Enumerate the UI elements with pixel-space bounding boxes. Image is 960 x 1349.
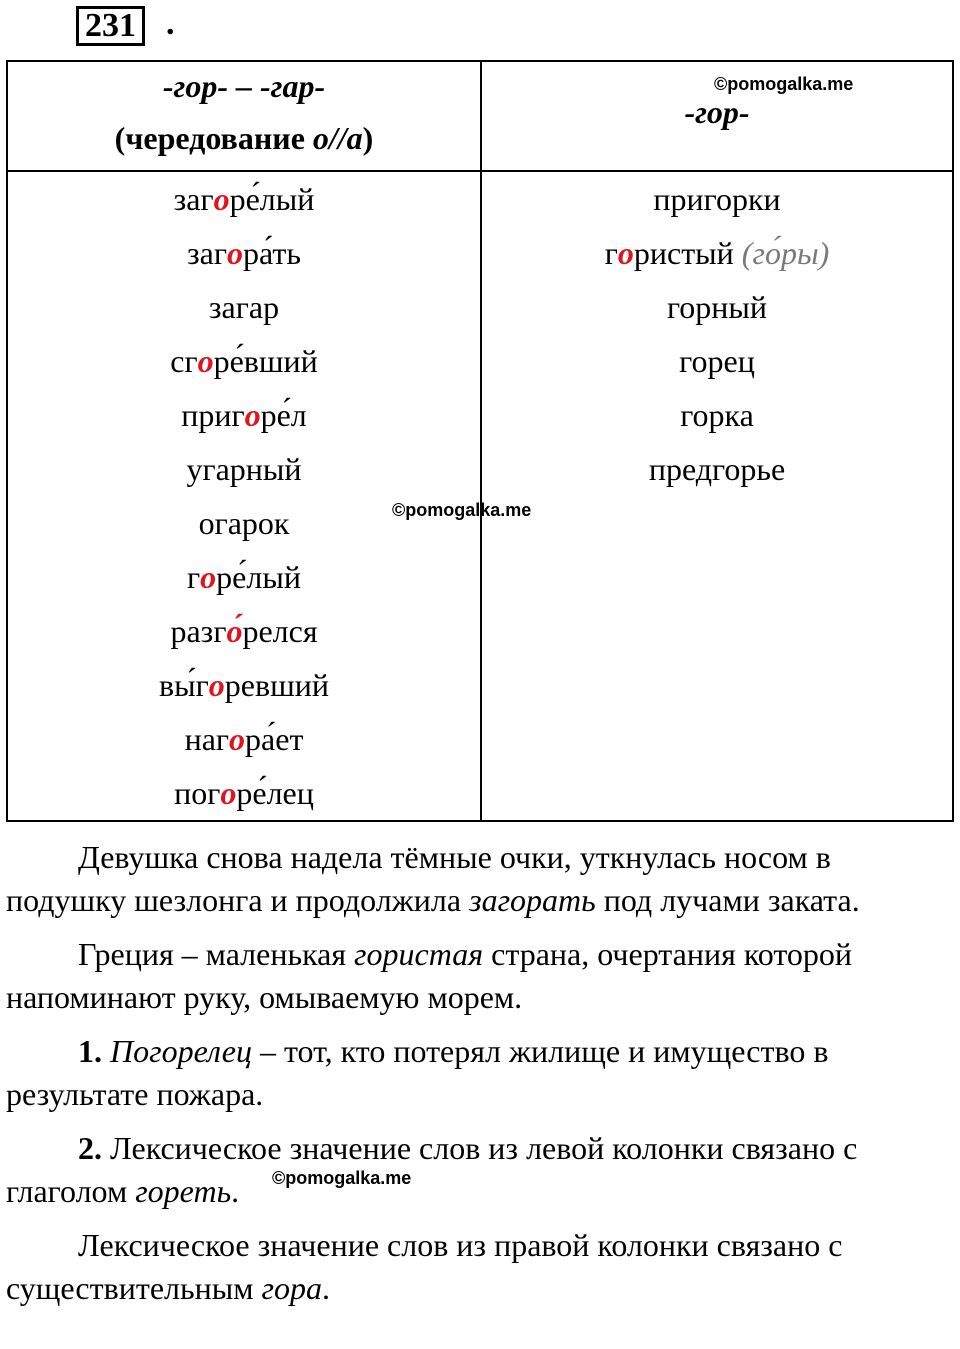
word-item <box>482 334 952 388</box>
left-header-root: -гор- – -гар- <box>162 68 326 104</box>
paragraph-sentence-1 <box>6 836 954 922</box>
word-prefix: горный <box>666 289 768 325</box>
word-item <box>8 658 480 712</box>
root-vowel: о́ <box>226 613 243 649</box>
word-item <box>8 712 480 766</box>
word-prefix: г <box>604 235 618 271</box>
answer-keyword: гора <box>261 1270 322 1306</box>
left-header-text-c: ) <box>362 120 374 156</box>
root-vowel: о <box>197 343 214 379</box>
word-item <box>8 280 480 334</box>
word-suffix: ре́вший <box>213 343 318 379</box>
word-prefix: наг <box>184 721 230 757</box>
watermark: ©pomogalka.me <box>714 74 854 94</box>
word-suffix: ристый <box>633 235 742 271</box>
word-item <box>8 226 480 280</box>
word-item <box>482 388 952 442</box>
root-vowel: о <box>244 397 261 433</box>
root-vowel: о <box>208 667 225 703</box>
answer-text: – тот, кто потерял жилище и имущество в результате пожара. <box>6 1033 829 1112</box>
task-number-dot: . <box>166 5 175 42</box>
watermark: ©pomogalka.me <box>272 1168 412 1188</box>
word-prefix: угарный <box>186 451 302 487</box>
sentence-text: Греция – маленькая <box>78 936 355 972</box>
paragraph-answer-2 <box>6 1127 954 1213</box>
word-suffix: релся <box>242 613 318 649</box>
word-prefix: пог <box>174 775 221 811</box>
word-item <box>482 226 952 280</box>
task-number-box <box>76 6 145 46</box>
sentence-text: под лучами заката. <box>595 882 860 918</box>
left-header-alternation <box>8 120 480 157</box>
word-suffix: ре́лый <box>216 559 301 595</box>
word-prefix: приг <box>181 397 245 433</box>
word-item <box>8 550 480 604</box>
sentence-text: Девушка снова надела тёмные очки, уткнулась носом в подушку шезлонга и продолжила <box>6 839 831 918</box>
word-suffix: ре́лец <box>236 775 314 811</box>
task-number: 231 <box>85 7 136 44</box>
answer-text: . <box>321 1270 330 1306</box>
word-prefix: заг <box>173 181 214 217</box>
word-item <box>482 280 952 334</box>
word-suffix: ре́лый <box>229 181 315 217</box>
answer-text: . <box>231 1173 240 1209</box>
paragraph-answer-3 <box>6 1224 954 1310</box>
word-prefix: пригорки <box>653 181 781 217</box>
root-vowel: о <box>200 559 217 595</box>
word-prefix: предгорье <box>648 451 786 487</box>
table-header-right <box>482 62 952 170</box>
word-prefix: сг <box>170 343 198 379</box>
check-word-note: (го́ры) <box>741 235 830 271</box>
left-header-text-a: (чередование <box>114 120 313 156</box>
word-item <box>8 172 480 226</box>
word-suffix: ра́ет <box>245 721 304 757</box>
word-item <box>482 442 952 496</box>
answer-number: 1. <box>78 1033 102 1069</box>
word-item <box>8 442 480 496</box>
word-prefix: вы́г <box>159 667 209 703</box>
word-prefix: г <box>187 559 201 595</box>
word-suffix: ра́ть <box>243 235 301 271</box>
word-prefix: горка <box>680 397 754 433</box>
word-suffix: ре́л <box>260 397 307 433</box>
paragraph-sentence-2 <box>6 933 954 1019</box>
sentence-keyword: загорать <box>469 882 596 918</box>
root-vowel: о <box>227 235 243 271</box>
word-item <box>8 604 480 658</box>
left-word-column <box>8 172 480 820</box>
explanation-text <box>6 836 954 1321</box>
word-suffix: ревший <box>224 667 329 703</box>
paragraph-answer-1 <box>6 1030 954 1116</box>
right-header-root: -гор- <box>684 94 750 130</box>
right-word-column <box>482 172 952 496</box>
table-header-left <box>8 62 480 170</box>
word-item <box>482 172 952 226</box>
watermark: ©pomogalka.me <box>392 500 532 520</box>
root-vowel: о <box>229 721 246 757</box>
left-header-letters: о//а <box>312 120 363 156</box>
word-prefix: горец <box>679 343 755 379</box>
word-item <box>8 388 480 442</box>
answer-text: Лексическое значение слов из правой колонки связано с существительным <box>6 1227 843 1306</box>
word-item <box>8 334 480 388</box>
answer-keyword: гореть <box>135 1173 232 1209</box>
root-vowel: о <box>220 775 237 811</box>
word-prefix: разг <box>170 613 227 649</box>
answer-keyword: Погорелец <box>110 1033 252 1069</box>
word-item <box>8 766 480 820</box>
sentence-keyword: гористая <box>354 936 484 972</box>
words-table <box>6 60 954 822</box>
root-vowel: о <box>213 181 230 217</box>
sentence-text: страна, очертания которой напоминают руку, омываемую морем. <box>6 936 852 1015</box>
word-prefix: загар <box>208 289 280 325</box>
answer-text: Лексическое значение слов из левой колонки связано с глаголом <box>6 1130 858 1209</box>
word-prefix: заг <box>187 235 227 271</box>
root-vowel: о <box>617 235 634 271</box>
answer-number: 2. <box>78 1130 102 1166</box>
word-prefix: огарок <box>198 505 290 541</box>
